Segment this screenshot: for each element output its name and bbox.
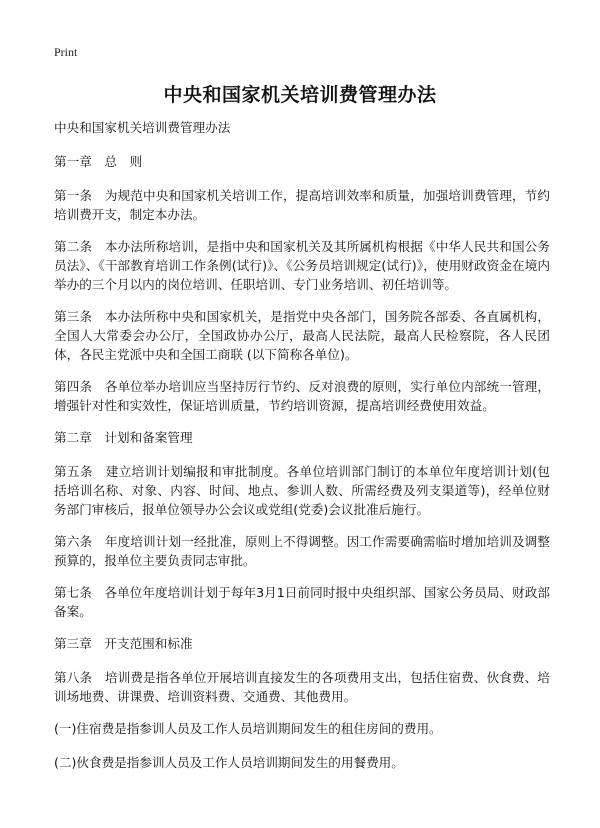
article-7: 第七条 各单位年度培训计划于每年3月1日前同时报中央组织部、国家公务员局、财政部备案。: [54, 585, 550, 619]
document-title: 中央和国家机关培训费管理办法: [163, 84, 437, 106]
article-8: 第八条 培训费是指各单位开展培训直接发生的各项费用支出，包括住宿费、伙食费、培训场地费、讲课费、培训资料费、交通费、其他费用。: [54, 670, 550, 704]
chapter-3-heading: 第三章 开支范围和标准: [54, 636, 193, 651]
article-8-item-2: (二)伙食费是指参训人员及工作人员培训期间发生的用餐费用。: [54, 755, 404, 770]
chapter-1-heading: 第一章 总 则: [54, 154, 143, 169]
article-4: 第四条 各单位举办培训应当坚持厉行节约、反对浪费的原则，实行单位内部统一管理，增强针对性和实效性，保证培训质量，节约培训资源，提高培训经费使用效益。: [54, 379, 550, 413]
article-2: 第二条 本办法所称培训，是指中央和国家机关及其所属机构根据《中华人民共和国公务员法》、《干部教育培训工作条例(试行)》、《公务员培训规定(试行)》，使用财政资金在境内举办的三个月以内的岗位培训、任职培训、专门业务培训、初任培训等。: [54, 239, 550, 292]
article-5: 第五条 建立培训计划编报和审批制度。各单位培训部门制订的本单位年度培训计划(包括培训名称、对象、内容、时间、地点、参训人数、所需经费及列支渠道等)，经单位财务部门审核后，报单位领导办公会议或党组(党委)会议批准后施行。: [54, 464, 550, 517]
article-1: 第一条 为规范中央和国家机关培训工作，提高培训效率和质量，加强培训费管理，节约培训费开支，制定本办法。: [54, 188, 550, 222]
chapter-2-heading: 第二章 计划和备案管理: [54, 430, 193, 445]
document-body: [54, 118, 550, 787]
article-8-item-1: (一)住宿费是指参训人员及工作人员培训期间发生的租住房间的费用。: [54, 721, 442, 736]
article-6: 第六条 年度培训计划一经批准，原则上不得调整。因工作需要确需临时增加培训及调整预算的，报单位主要负责同志审批。: [54, 534, 550, 568]
print-link[interactable]: Print: [54, 45, 78, 59]
document-subtitle: 中央和国家机关培训费管理办法: [54, 120, 231, 135]
article-3: 第三条 本办法所称中央和国家机关，是指党中央各部门，国务院各部委、各直属机构，全国人大常委会办公厅，全国政协办公厅，最高人民法院，最高人民检察院，各人民团体，各民主党派中央和全国工商联 (以下简称各单位)。: [54, 309, 550, 362]
